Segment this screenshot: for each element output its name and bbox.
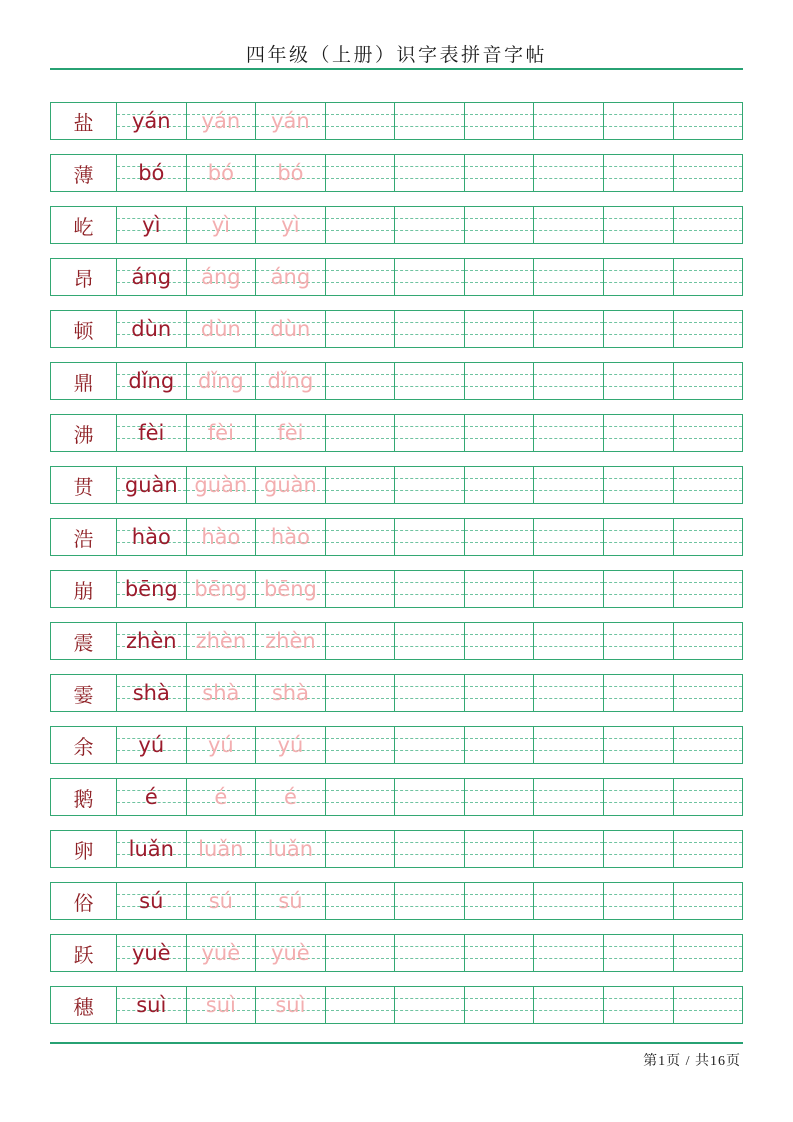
pinyin-cell-model [117, 779, 187, 815]
pinyin-cell-empty [395, 363, 465, 399]
practice-row [50, 310, 743, 348]
pinyin-cell-empty [395, 103, 465, 139]
pinyin-cell-empty [604, 883, 674, 919]
pinyin-trace-text: guàn [263, 473, 317, 497]
hanzi-cell [51, 883, 117, 919]
pinyin-cell-empty [674, 467, 743, 503]
pinyin-cell-trace [256, 727, 326, 763]
pinyin-cell-empty [674, 831, 743, 867]
pinyin-cell-model [117, 311, 187, 347]
hanzi-char: 屹 [73, 216, 94, 239]
hanzi-char: 沸 [73, 424, 94, 447]
pinyin-cell-empty [674, 727, 743, 763]
pinyin-cell-empty [395, 675, 465, 711]
pinyin-trace-text: hào [270, 525, 310, 549]
practice-row [50, 102, 743, 140]
practice-row [50, 934, 743, 972]
pinyin-cell-empty [534, 415, 604, 451]
pinyin-model-text: dùn [131, 317, 172, 341]
pinyin-cell-empty [465, 103, 535, 139]
pinyin-cell-empty [604, 207, 674, 243]
pinyin-cell-trace [256, 571, 326, 607]
pinyin-cell-empty [465, 519, 535, 555]
pinyin-trace-text: yán [201, 109, 241, 133]
practice-row [50, 622, 743, 660]
pinyin-cell-model [117, 467, 187, 503]
pinyin-cell-empty [465, 415, 535, 451]
pinyin-model-text: suì [136, 993, 167, 1017]
practice-row [50, 882, 743, 920]
pinyin-model-text: luǎn [128, 837, 174, 861]
pinyin-cell-trace [256, 363, 326, 399]
pinyin-cell-empty [604, 415, 674, 451]
pinyin-cell-empty [465, 727, 535, 763]
pinyin-cell-empty [326, 259, 396, 295]
practice-row [50, 414, 743, 452]
pinyin-model-text: bēng [124, 577, 178, 601]
pinyin-model-text: shà [132, 681, 170, 705]
pinyin-cell-empty [326, 987, 396, 1023]
pinyin-trace-text: áng [201, 265, 241, 289]
hanzi-char: 余 [73, 736, 94, 759]
pinyin-trace-text: guàn [194, 473, 248, 497]
pinyin-trace-text: fèi [207, 421, 234, 445]
pinyin-cell-model [117, 415, 187, 451]
pinyin-cell-trace [256, 883, 326, 919]
pinyin-trace-text: bēng [263, 577, 317, 601]
pinyin-cell-trace [256, 675, 326, 711]
hanzi-cell [51, 519, 117, 555]
pinyin-cell-empty [326, 883, 396, 919]
pinyin-cell-empty [604, 571, 674, 607]
pinyin-trace-text: yú [207, 733, 234, 757]
pinyin-model-text: áng [131, 265, 172, 289]
pinyin-trace-text: suì [275, 993, 306, 1017]
pinyin-cell-empty [326, 467, 396, 503]
pinyin-trace-text: dǐng [267, 369, 314, 393]
pinyin-cell-empty [534, 259, 604, 295]
pinyin-cell-empty [534, 519, 604, 555]
pinyin-trace-text: yú [277, 733, 304, 757]
pinyin-cell-trace [187, 467, 257, 503]
pinyin-cell-empty [465, 363, 535, 399]
pinyin-cell-model [117, 571, 187, 607]
pinyin-trace-text: é [214, 785, 228, 809]
pinyin-cell-trace [187, 103, 257, 139]
pinyin-cell-trace [187, 623, 257, 659]
pinyin-cell-empty [604, 675, 674, 711]
pinyin-cell-empty [395, 623, 465, 659]
pinyin-cell-empty [534, 987, 604, 1023]
pinyin-trace-text: sú [208, 889, 233, 913]
pinyin-cell-model [117, 207, 187, 243]
practice-grid [50, 102, 743, 1038]
pinyin-trace-text: yì [281, 213, 300, 237]
header-divider [50, 68, 743, 70]
pinyin-cell-empty [534, 935, 604, 971]
pinyin-cell-empty [604, 259, 674, 295]
pinyin-cell-empty [674, 311, 743, 347]
pinyin-trace-text: shà [202, 681, 240, 705]
pinyin-cell-empty [395, 727, 465, 763]
pinyin-cell-empty [326, 207, 396, 243]
pinyin-cell-empty [395, 779, 465, 815]
pinyin-cell-empty [604, 467, 674, 503]
pinyin-cell-trace [256, 415, 326, 451]
hanzi-cell [51, 103, 117, 139]
pinyin-cell-empty [604, 103, 674, 139]
practice-row [50, 518, 743, 556]
hanzi-char: 俗 [73, 892, 94, 915]
pinyin-cell-empty [674, 987, 743, 1023]
pinyin-cell-model [117, 675, 187, 711]
pinyin-cell-empty [674, 779, 743, 815]
hanzi-cell [51, 363, 117, 399]
pinyin-cell-empty [395, 415, 465, 451]
pinyin-cell-empty [534, 155, 604, 191]
hanzi-cell [51, 779, 117, 815]
pinyin-cell-trace [256, 623, 326, 659]
pinyin-cell-empty [465, 675, 535, 711]
pinyin-model-text: zhèn [126, 629, 177, 653]
pinyin-cell-trace [187, 259, 257, 295]
pinyin-model-text: guàn [124, 473, 178, 497]
pinyin-cell-empty [395, 987, 465, 1023]
pinyin-cell-empty [395, 467, 465, 503]
hanzi-cell [51, 727, 117, 763]
pinyin-trace-text: yuè [271, 941, 310, 965]
pinyin-cell-trace [187, 831, 257, 867]
pinyin-cell-trace [256, 467, 326, 503]
pinyin-cell-empty [604, 831, 674, 867]
pinyin-cell-empty [326, 519, 396, 555]
pinyin-cell-trace [187, 155, 257, 191]
hanzi-cell [51, 675, 117, 711]
pinyin-model-text: é [144, 785, 158, 809]
footer-divider [50, 1042, 743, 1044]
pinyin-model-text: yuè [131, 941, 171, 965]
pinyin-cell-empty [674, 571, 743, 607]
pinyin-cell-empty [534, 675, 604, 711]
pinyin-cell-empty [465, 987, 535, 1023]
hanzi-char: 贯 [73, 476, 94, 499]
pinyin-cell-trace [187, 935, 257, 971]
hanzi-cell [51, 987, 117, 1023]
pinyin-cell-empty [395, 883, 465, 919]
pinyin-cell-empty [534, 623, 604, 659]
pinyin-cell-trace [187, 675, 257, 711]
page-title: 四年级（上册）识字表拼音字帖 [245, 45, 547, 66]
pinyin-cell-trace [187, 727, 257, 763]
practice-row [50, 986, 743, 1024]
hanzi-cell [51, 623, 117, 659]
hanzi-char: 浩 [73, 528, 94, 551]
hanzi-char: 昂 [73, 268, 94, 291]
pinyin-cell-empty [326, 935, 396, 971]
pinyin-cell-trace [256, 831, 326, 867]
pinyin-trace-text: yuè [201, 941, 241, 965]
pinyin-cell-empty [674, 623, 743, 659]
pinyin-cell-empty [534, 207, 604, 243]
pinyin-cell-empty [326, 727, 396, 763]
pinyin-cell-empty [395, 311, 465, 347]
pinyin-trace-text: dùn [270, 317, 311, 341]
hanzi-char: 鹅 [73, 788, 94, 811]
practice-row [50, 206, 743, 244]
pinyin-cell-empty [465, 571, 535, 607]
pinyin-cell-trace [256, 155, 326, 191]
pinyin-cell-empty [674, 155, 743, 191]
practice-row [50, 154, 743, 192]
pinyin-model-text: fèi [138, 421, 165, 445]
hanzi-char: 震 [73, 632, 94, 655]
pinyin-cell-empty [395, 935, 465, 971]
pinyin-cell-trace [187, 571, 257, 607]
pinyin-model-text: yì [142, 213, 161, 237]
hanzi-char: 顿 [73, 320, 94, 343]
pinyin-cell-empty [534, 571, 604, 607]
pinyin-cell-empty [604, 363, 674, 399]
pinyin-cell-model [117, 363, 187, 399]
pinyin-cell-empty [395, 259, 465, 295]
hanzi-char: 崩 [73, 580, 94, 603]
pinyin-model-text: yán [131, 109, 171, 133]
practice-row [50, 570, 743, 608]
pinyin-cell-trace [187, 779, 257, 815]
pinyin-cell-trace [187, 883, 257, 919]
pinyin-cell-empty [534, 779, 604, 815]
hanzi-cell [51, 571, 117, 607]
pinyin-cell-empty [326, 571, 396, 607]
pinyin-trace-text: luǎn [198, 837, 244, 861]
pinyin-cell-trace [187, 519, 257, 555]
pinyin-cell-model [117, 727, 187, 763]
pinyin-cell-trace [256, 519, 326, 555]
practice-row [50, 778, 743, 816]
pinyin-cell-empty [395, 207, 465, 243]
pinyin-cell-empty [604, 727, 674, 763]
pinyin-cell-empty [465, 155, 535, 191]
hanzi-char: 穗 [73, 996, 94, 1019]
pinyin-cell-empty [674, 259, 743, 295]
pinyin-cell-empty [674, 363, 743, 399]
pinyin-cell-empty [465, 259, 535, 295]
pinyin-cell-model [117, 935, 187, 971]
pinyin-cell-empty [465, 207, 535, 243]
pinyin-cell-trace [187, 311, 257, 347]
pinyin-cell-model [117, 987, 187, 1023]
hanzi-cell [51, 207, 117, 243]
hanzi-char: 薄 [73, 164, 94, 187]
hanzi-cell [51, 831, 117, 867]
pinyin-trace-text: sú [278, 889, 303, 913]
pinyin-trace-text: bó [207, 161, 234, 185]
pinyin-cell-model [117, 155, 187, 191]
pinyin-cell-empty [395, 831, 465, 867]
pinyin-cell-empty [674, 103, 743, 139]
pinyin-cell-empty [395, 155, 465, 191]
pinyin-cell-empty [326, 103, 396, 139]
pinyin-cell-model [117, 259, 187, 295]
pinyin-trace-text: yán [271, 109, 310, 133]
pinyin-cell-empty [674, 675, 743, 711]
pinyin-model-text: sú [139, 889, 164, 913]
practice-row [50, 830, 743, 868]
pinyin-model-text: bó [138, 161, 165, 185]
pinyin-trace-text: zhèn [195, 629, 247, 653]
pinyin-trace-text: dǐng [197, 369, 244, 393]
pinyin-trace-text: dùn [200, 317, 241, 341]
hanzi-cell [51, 467, 117, 503]
pinyin-trace-text: suì [205, 993, 236, 1017]
hanzi-char: 卵 [73, 840, 94, 863]
practice-row [50, 726, 743, 764]
pinyin-cell-empty [326, 623, 396, 659]
pinyin-model-text: hào [131, 525, 171, 549]
pinyin-cell-model [117, 883, 187, 919]
pinyin-cell-empty [465, 935, 535, 971]
pinyin-trace-text: hào [201, 525, 241, 549]
pinyin-cell-empty [465, 779, 535, 815]
practice-row [50, 362, 743, 400]
pinyin-cell-empty [326, 779, 396, 815]
pinyin-cell-empty [465, 467, 535, 503]
pinyin-cell-trace [187, 415, 257, 451]
pinyin-cell-trace [256, 311, 326, 347]
page-number: 第1页 / 共16页 [643, 1054, 741, 1069]
pinyin-cell-trace [256, 103, 326, 139]
pinyin-cell-empty [674, 207, 743, 243]
hanzi-char: 鼎 [73, 372, 94, 395]
pinyin-cell-empty [326, 363, 396, 399]
pinyin-cell-empty [534, 467, 604, 503]
practice-row [50, 258, 743, 296]
pinyin-trace-text: luǎn [267, 837, 314, 861]
pinyin-trace-text: bēng [194, 577, 248, 601]
pinyin-cell-empty [326, 311, 396, 347]
pinyin-cell-empty [534, 103, 604, 139]
pinyin-cell-empty [674, 935, 743, 971]
pinyin-cell-empty [326, 155, 396, 191]
pinyin-cell-empty [604, 519, 674, 555]
pinyin-cell-empty [465, 831, 535, 867]
pinyin-cell-empty [395, 519, 465, 555]
pinyin-cell-model [117, 623, 187, 659]
pinyin-cell-empty [534, 831, 604, 867]
pinyin-trace-text: áng [270, 265, 311, 289]
pinyin-cell-trace [256, 207, 326, 243]
pinyin-cell-model [117, 103, 187, 139]
hanzi-cell [51, 311, 117, 347]
practice-row [50, 466, 743, 504]
pinyin-cell-empty [604, 935, 674, 971]
pinyin-cell-trace [187, 207, 257, 243]
pinyin-cell-trace [187, 987, 257, 1023]
pinyin-cell-empty [604, 155, 674, 191]
pinyin-cell-empty [604, 311, 674, 347]
pinyin-cell-empty [534, 727, 604, 763]
pinyin-cell-empty [326, 675, 396, 711]
pinyin-cell-model [117, 831, 187, 867]
pinyin-cell-empty [604, 987, 674, 1023]
hanzi-cell [51, 935, 117, 971]
pinyin-cell-empty [604, 623, 674, 659]
pinyin-cell-empty [326, 415, 396, 451]
pinyin-cell-empty [534, 883, 604, 919]
practice-row [50, 674, 743, 712]
pinyin-cell-empty [465, 311, 535, 347]
pinyin-cell-trace [256, 779, 326, 815]
pinyin-cell-empty [465, 883, 535, 919]
pinyin-cell-empty [534, 363, 604, 399]
pinyin-cell-empty [465, 623, 535, 659]
pinyin-cell-empty [395, 571, 465, 607]
pinyin-cell-trace [256, 987, 326, 1023]
hanzi-cell [51, 415, 117, 451]
hanzi-cell [51, 259, 117, 295]
pinyin-cell-empty [674, 519, 743, 555]
pinyin-model-text: dǐng [128, 369, 175, 393]
hanzi-cell [51, 155, 117, 191]
pinyin-trace-text: bó [277, 161, 304, 185]
pinyin-cell-empty [326, 831, 396, 867]
pinyin-trace-text: fèi [277, 421, 304, 445]
hanzi-char: 盐 [73, 112, 94, 135]
pinyin-trace-text: shà [271, 681, 309, 705]
pinyin-trace-text: yì [211, 213, 230, 237]
hanzi-char: 霎 [73, 684, 94, 707]
pinyin-trace-text: zhèn [265, 629, 316, 653]
pinyin-cell-empty [674, 415, 743, 451]
pinyin-trace-text: é [283, 785, 297, 809]
hanzi-char: 跃 [73, 944, 94, 967]
pinyin-model-text: yú [138, 733, 165, 757]
pinyin-cell-empty [674, 883, 743, 919]
pinyin-cell-trace [256, 259, 326, 295]
pinyin-cell-trace [256, 935, 326, 971]
pinyin-cell-empty [604, 779, 674, 815]
pinyin-cell-trace [187, 363, 257, 399]
pinyin-cell-model [117, 519, 187, 555]
pinyin-cell-empty [534, 311, 604, 347]
